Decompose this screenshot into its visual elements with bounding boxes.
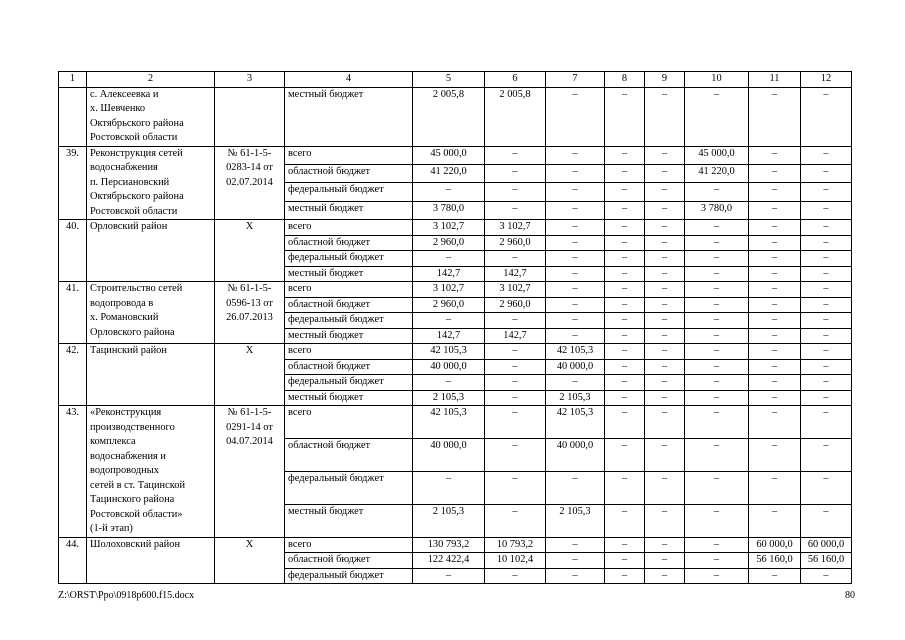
amount-cell: – <box>413 471 485 504</box>
funding-source-cell: местный бюджет <box>285 504 413 537</box>
amount-cell: – <box>645 553 685 569</box>
amount-cell: – <box>685 328 749 344</box>
amount-cell: – <box>645 183 685 201</box>
amount-cell: – <box>749 282 801 298</box>
amount-cell: 2 105,3 <box>413 504 485 537</box>
amount-cell: – <box>801 251 852 267</box>
amount-cell: – <box>749 504 801 537</box>
column-header: 2 <box>87 72 215 88</box>
object-name-cell: Шолоховский район <box>87 537 215 584</box>
funding-source-cell: всего <box>285 344 413 360</box>
amount-cell: – <box>801 313 852 329</box>
column-header: 7 <box>546 72 605 88</box>
amount-cell: 60 000,0 <box>801 537 852 553</box>
amount-cell: – <box>605 375 645 391</box>
amount-cell: 41 220,0 <box>413 164 485 182</box>
row-number-cell: 41. <box>59 282 87 344</box>
amount-cell: – <box>749 183 801 201</box>
amount-cell: – <box>645 87 685 146</box>
funding-source-cell: всего <box>285 220 413 236</box>
amount-cell: – <box>605 146 645 164</box>
amount-cell: – <box>749 313 801 329</box>
funding-source-cell: федеральный бюджет <box>285 183 413 201</box>
funding-source-cell: федеральный бюджет <box>285 471 413 504</box>
amount-cell: – <box>645 568 685 584</box>
amount-cell: – <box>645 328 685 344</box>
amount-cell: 122 422,4 <box>413 553 485 569</box>
amount-cell: – <box>801 220 852 236</box>
amount-cell: – <box>645 344 685 360</box>
amount-cell: 56 160,0 <box>749 553 801 569</box>
amount-cell: – <box>485 146 546 164</box>
amount-cell: 2 960,0 <box>413 235 485 251</box>
amount-cell: – <box>645 471 685 504</box>
amount-cell: – <box>749 87 801 146</box>
amount-cell: – <box>801 504 852 537</box>
row-number-cell: 42. <box>59 344 87 406</box>
amount-cell: – <box>605 313 645 329</box>
amount-cell: – <box>685 537 749 553</box>
amount-cell: – <box>749 201 801 219</box>
amount-cell: – <box>685 504 749 537</box>
amount-cell: – <box>685 375 749 391</box>
amount-cell: – <box>485 438 546 471</box>
funding-source-cell: местный бюджет <box>285 328 413 344</box>
amount-cell: 2 105,3 <box>413 390 485 406</box>
amount-cell: – <box>749 438 801 471</box>
amount-cell: 142,7 <box>485 266 546 282</box>
funding-source-cell: областной бюджет <box>285 235 413 251</box>
column-header: 12 <box>801 72 852 88</box>
amount-cell: – <box>546 235 605 251</box>
amount-cell: 2 960,0 <box>485 235 546 251</box>
amount-cell: – <box>546 266 605 282</box>
amount-cell: – <box>485 201 546 219</box>
amount-cell: – <box>413 568 485 584</box>
column-header: 10 <box>685 72 749 88</box>
amount-cell: – <box>485 504 546 537</box>
amount-cell: – <box>801 282 852 298</box>
amount-cell: – <box>546 471 605 504</box>
amount-cell: 3 102,7 <box>413 220 485 236</box>
amount-cell: 10 102,4 <box>485 553 546 569</box>
column-header: 5 <box>413 72 485 88</box>
amount-cell: – <box>546 251 605 267</box>
amount-cell: – <box>685 406 749 439</box>
amount-cell: 3 780,0 <box>413 201 485 219</box>
amount-cell: 142,7 <box>413 328 485 344</box>
expertise-number-cell: Х <box>215 537 285 584</box>
amount-cell: 40 000,0 <box>546 438 605 471</box>
funding-source-cell: федеральный бюджет <box>285 313 413 329</box>
amount-cell: – <box>801 235 852 251</box>
amount-cell: – <box>801 344 852 360</box>
amount-cell: – <box>749 359 801 375</box>
amount-cell: 3 102,7 <box>413 282 485 298</box>
amount-cell: – <box>685 438 749 471</box>
amount-cell: – <box>485 471 546 504</box>
amount-cell: – <box>546 297 605 313</box>
amount-cell: 142,7 <box>413 266 485 282</box>
amount-cell: 42 105,3 <box>546 406 605 439</box>
amount-cell: 10 793,2 <box>485 537 546 553</box>
amount-cell: 40 000,0 <box>413 359 485 375</box>
amount-cell: – <box>685 282 749 298</box>
funding-source-cell: областной бюджет <box>285 438 413 471</box>
amount-cell: – <box>485 406 546 439</box>
amount-cell: – <box>485 164 546 182</box>
funding-source-cell: местный бюджет <box>285 390 413 406</box>
amount-cell: – <box>485 390 546 406</box>
funding-source-cell: всего <box>285 537 413 553</box>
amount-cell: – <box>801 297 852 313</box>
amount-cell: – <box>546 87 605 146</box>
funding-source-cell: федеральный бюджет <box>285 251 413 267</box>
object-name-cell: Орловский район <box>87 220 215 282</box>
amount-cell: – <box>413 375 485 391</box>
amount-cell: – <box>645 390 685 406</box>
expertise-number-cell: № 61-1-5- 0283-14 от 02.07.2014 <box>215 146 285 220</box>
header-row <box>59 72 852 88</box>
amount-cell: – <box>801 201 852 219</box>
amount-cell: – <box>605 328 645 344</box>
amount-cell: 45 000,0 <box>685 146 749 164</box>
column-header: 3 <box>215 72 285 88</box>
amount-cell: – <box>605 183 645 201</box>
amount-cell: – <box>685 183 749 201</box>
amount-cell: – <box>485 359 546 375</box>
amount-cell: – <box>546 201 605 219</box>
funding-source-cell: местный бюджет <box>285 87 413 146</box>
amount-cell: – <box>749 328 801 344</box>
amount-cell: – <box>485 375 546 391</box>
amount-cell: – <box>685 553 749 569</box>
amount-cell: – <box>605 471 645 504</box>
funding-source-cell: областной бюджет <box>285 297 413 313</box>
amount-cell: – <box>605 406 645 439</box>
amount-cell: – <box>485 313 546 329</box>
budget-table <box>58 71 852 584</box>
column-header: 6 <box>485 72 546 88</box>
amount-cell: 41 220,0 <box>685 164 749 182</box>
amount-cell: – <box>485 568 546 584</box>
amount-cell: – <box>645 282 685 298</box>
amount-cell: – <box>801 471 852 504</box>
funding-source-cell: всего <box>285 146 413 164</box>
amount-cell: 42 105,3 <box>413 406 485 439</box>
amount-cell: – <box>749 164 801 182</box>
amount-cell: – <box>645 406 685 439</box>
row-number-cell: 39. <box>59 146 87 220</box>
amount-cell: – <box>645 313 685 329</box>
amount-cell: – <box>685 313 749 329</box>
table-row <box>59 220 852 236</box>
amount-cell: – <box>645 297 685 313</box>
funding-source-cell: областной бюджет <box>285 359 413 375</box>
amount-cell: – <box>605 235 645 251</box>
amount-cell: 3 780,0 <box>685 201 749 219</box>
amount-cell: – <box>749 471 801 504</box>
amount-cell: 2 005,8 <box>413 87 485 146</box>
amount-cell: 42 105,3 <box>413 344 485 360</box>
amount-cell: – <box>605 537 645 553</box>
column-header: 1 <box>59 72 87 88</box>
amount-cell: – <box>645 201 685 219</box>
amount-cell: – <box>605 344 645 360</box>
amount-cell: – <box>605 282 645 298</box>
amount-cell: – <box>749 390 801 406</box>
amount-cell: – <box>801 266 852 282</box>
amount-cell: – <box>605 164 645 182</box>
expertise-number-cell: № 61-1-5- 0291-14 от 04.07.2014 <box>215 406 285 538</box>
amount-cell: 2 960,0 <box>485 297 546 313</box>
amount-cell: – <box>685 359 749 375</box>
amount-cell: 2 105,3 <box>546 504 605 537</box>
amount-cell: – <box>749 344 801 360</box>
amount-cell: – <box>645 375 685 391</box>
amount-cell: – <box>801 438 852 471</box>
table-row <box>59 282 852 298</box>
amount-cell: – <box>685 220 749 236</box>
funding-source-cell: всего <box>285 282 413 298</box>
table-row <box>59 537 852 553</box>
amount-cell: – <box>749 375 801 391</box>
amount-cell: – <box>645 266 685 282</box>
amount-cell: – <box>749 406 801 439</box>
amount-cell: – <box>801 87 852 146</box>
amount-cell: – <box>605 359 645 375</box>
amount-cell: – <box>485 251 546 267</box>
amount-cell: – <box>546 328 605 344</box>
amount-cell: – <box>685 87 749 146</box>
table-row <box>59 87 852 146</box>
funding-source-cell: всего <box>285 406 413 439</box>
amount-cell: – <box>605 220 645 236</box>
amount-cell: – <box>685 235 749 251</box>
amount-cell: – <box>685 266 749 282</box>
amount-cell: – <box>749 568 801 584</box>
amount-cell: – <box>546 183 605 201</box>
amount-cell: – <box>685 297 749 313</box>
amount-cell: – <box>749 220 801 236</box>
funding-source-cell: федеральный бюджет <box>285 568 413 584</box>
amount-cell: – <box>546 282 605 298</box>
amount-cell: – <box>546 568 605 584</box>
table-row <box>59 406 852 439</box>
amount-cell: – <box>605 297 645 313</box>
object-name-cell: Реконструкция сетей водоснабжения п. Персиановский Октябрьского района Ростовской области <box>87 146 215 220</box>
amount-cell: – <box>801 146 852 164</box>
amount-cell: – <box>546 537 605 553</box>
column-header: 4 <box>285 72 413 88</box>
amount-cell: – <box>685 568 749 584</box>
table-row <box>59 146 852 164</box>
amount-cell: – <box>605 251 645 267</box>
amount-cell: 40 000,0 <box>546 359 605 375</box>
footer-file-path: Z:\ORST\Ppo\0918p600.f15.docx <box>58 590 195 601</box>
amount-cell: – <box>685 390 749 406</box>
amount-cell: 2 105,3 <box>546 390 605 406</box>
row-number-cell: 40. <box>59 220 87 282</box>
amount-cell: – <box>605 390 645 406</box>
amount-cell: – <box>546 146 605 164</box>
amount-cell: – <box>749 146 801 164</box>
expertise-number-cell: № 61-1-5- 0596-13 от 26.07.2013 <box>215 282 285 344</box>
amount-cell: – <box>801 375 852 391</box>
amount-cell: 2 960,0 <box>413 297 485 313</box>
amount-cell: – <box>645 146 685 164</box>
amount-cell: – <box>801 164 852 182</box>
expertise-number-cell: Х <box>215 220 285 282</box>
row-number-cell: 44. <box>59 537 87 584</box>
column-header: 9 <box>645 72 685 88</box>
column-header: 8 <box>605 72 645 88</box>
row-number-cell: 43. <box>59 406 87 538</box>
amount-cell: – <box>749 251 801 267</box>
object-name-cell: Тацинский район <box>87 344 215 406</box>
funding-source-cell: областной бюджет <box>285 164 413 182</box>
amount-cell: 130 793,2 <box>413 537 485 553</box>
amount-cell: – <box>605 87 645 146</box>
amount-cell: 3 102,7 <box>485 220 546 236</box>
amount-cell: – <box>605 438 645 471</box>
amount-cell: – <box>801 406 852 439</box>
funding-source-cell: федеральный бюджет <box>285 375 413 391</box>
amount-cell: – <box>685 471 749 504</box>
amount-cell: – <box>546 553 605 569</box>
object-name-cell: с. Алексеевка и х. Шевченко Октябрьского района Ростовской области <box>87 87 215 146</box>
amount-cell: – <box>645 164 685 182</box>
amount-cell: – <box>485 183 546 201</box>
amount-cell: – <box>645 359 685 375</box>
amount-cell: – <box>605 201 645 219</box>
amount-cell: – <box>413 183 485 201</box>
funding-source-cell: областной бюджет <box>285 553 413 569</box>
amount-cell: 2 005,8 <box>485 87 546 146</box>
funding-source-cell: местный бюджет <box>285 266 413 282</box>
amount-cell: 60 000,0 <box>749 537 801 553</box>
amount-cell: 3 102,7 <box>485 282 546 298</box>
amount-cell: – <box>546 313 605 329</box>
row-number-cell <box>59 87 87 146</box>
amount-cell: – <box>645 251 685 267</box>
amount-cell: 40 000,0 <box>413 438 485 471</box>
amount-cell: – <box>801 183 852 201</box>
amount-cell: – <box>645 220 685 236</box>
amount-cell: 56 160,0 <box>801 553 852 569</box>
amount-cell: 45 000,0 <box>413 146 485 164</box>
expertise-number-cell <box>215 87 285 146</box>
amount-cell: 142,7 <box>485 328 546 344</box>
amount-cell: – <box>685 344 749 360</box>
amount-cell: 42 105,3 <box>546 344 605 360</box>
object-name-cell: «Реконструкция производственного комплекса водоснабжения и водопроводных сетей в ст. Тацинской Тацинского района Ростовской области» (1-й этап) <box>87 406 215 538</box>
amount-cell: – <box>605 553 645 569</box>
amount-cell: – <box>801 568 852 584</box>
amount-cell: – <box>801 359 852 375</box>
amount-cell: – <box>645 504 685 537</box>
amount-cell: – <box>605 266 645 282</box>
amount-cell: – <box>645 537 685 553</box>
object-name-cell: Строительство сетей водопровода в х. Романовский Орловского района <box>87 282 215 344</box>
amount-cell: – <box>605 504 645 537</box>
amount-cell: – <box>801 328 852 344</box>
amount-cell: – <box>546 375 605 391</box>
amount-cell: – <box>685 251 749 267</box>
column-header: 11 <box>749 72 801 88</box>
funding-source-cell: местный бюджет <box>285 201 413 219</box>
amount-cell: – <box>749 297 801 313</box>
amount-cell: – <box>645 438 685 471</box>
footer-page-number: 80 <box>845 590 855 601</box>
expertise-number-cell: Х <box>215 344 285 406</box>
amount-cell: – <box>485 344 546 360</box>
amount-cell: – <box>413 313 485 329</box>
amount-cell: – <box>413 251 485 267</box>
table-row <box>59 344 852 360</box>
amount-cell: – <box>645 235 685 251</box>
table-body <box>59 87 852 584</box>
amount-cell: – <box>801 390 852 406</box>
amount-cell: – <box>749 266 801 282</box>
amount-cell: – <box>546 220 605 236</box>
amount-cell: – <box>605 568 645 584</box>
amount-cell: – <box>546 164 605 182</box>
amount-cell: – <box>749 235 801 251</box>
